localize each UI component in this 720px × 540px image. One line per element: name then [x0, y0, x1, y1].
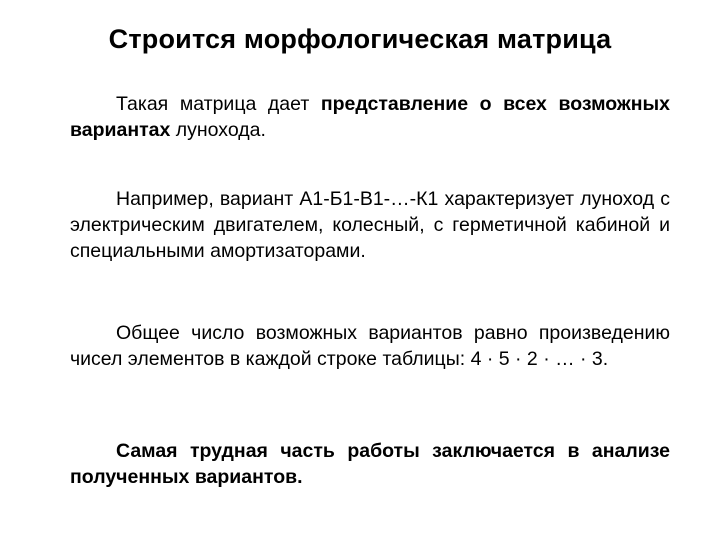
paragraph-variant-count: Общее число возможных вариантов равно произведению чисел элементов в каждой строке таблицы: 4 · 5 · 2 · … · 3. — [70, 322, 670, 370]
paragraph-variant-example: Например, вариант А1-Б1-В1-…-К1 характеризует луноход с электрическим двигателем, колесный, с герметичной кабиной и специальными амортизаторами. — [70, 188, 670, 262]
paragraph-hardest-part: Самая трудная часть работы заключается в анализе полученных вариантов. — [70, 440, 670, 488]
paragraph-text: лунохода. — [170, 119, 266, 141]
slide-title: Строится морфологическая матрица — [108, 24, 612, 54]
paragraph-text: Такая матрица дает — [116, 93, 321, 115]
paragraph-bold-text: представление о всех возможных вариантах — [70, 93, 670, 141]
paragraph-matrix-representation — [70, 91, 670, 143]
